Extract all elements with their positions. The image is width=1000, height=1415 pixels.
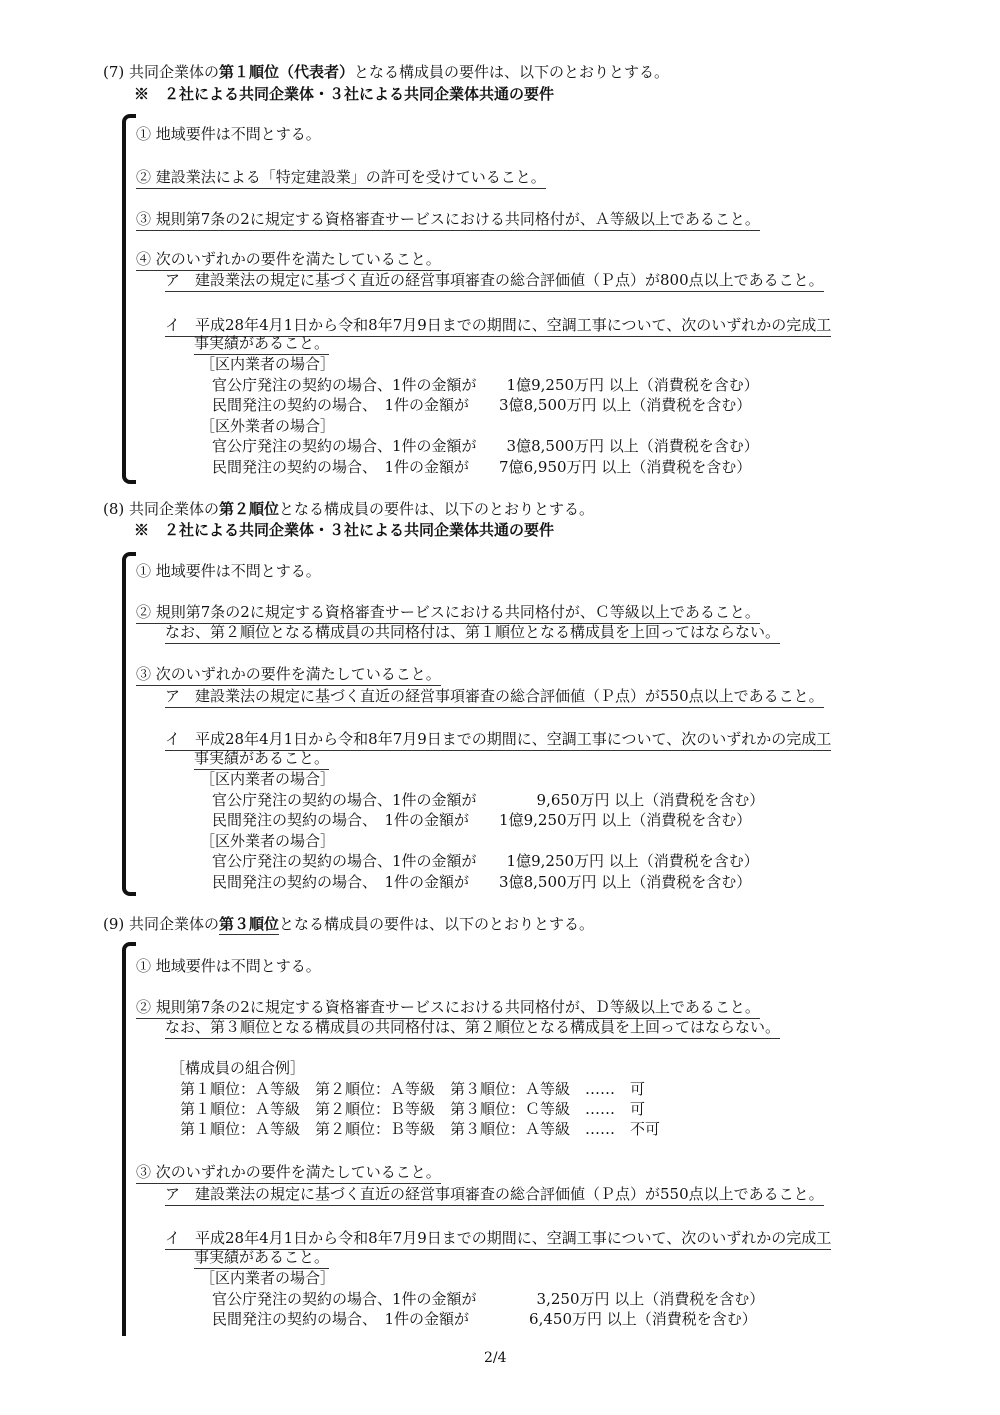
sec7-item4-b-line2: 事実績があること。 (194, 333, 329, 355)
sec7-kunai-row2: 民間発注の契約の場合、 1件の金額が 3億8,500万円 以上（消費税を含む） (212, 396, 752, 414)
sec9-kunai-row2: 民間発注の契約の場合、 1件の金額が 6,450万円 以上（消費税を含む） (212, 1310, 757, 1328)
sec7-kugai-label: ［区外業者の場合］ (200, 417, 336, 435)
sec9-example-row3: 第１順位：Ａ等級 第２順位：Ｂ等級 第３順位：Ａ等級 …… 不可 (180, 1120, 661, 1138)
sec7-item2: ② 建設業法による「特定建設業」の許可を受けていること。 (136, 167, 546, 189)
sec9-item3-b-line1: イ 平成28年4月1日から令和8年7月9日までの期間に、空調工事について、次のいずれかの完成工 (165, 1228, 831, 1250)
sec9-heading-post: となる構成員の要件は、以下のとおりとする。 (279, 915, 595, 933)
sec7-heading (103, 62, 669, 82)
sec8-item2-note: なお、第２順位となる構成員の共同格付は、第１順位となる構成員を上回ってはならない。 (165, 622, 780, 644)
sec8-bracket (122, 552, 136, 896)
sec7-common-note: ※ ２社による共同企業体・３社による共同企業体共通の要件 (134, 85, 555, 103)
sec9-item2-note: なお、第３順位となる構成員の共同格付は、第２順位となる構成員を上回ってはならない。 (165, 1017, 780, 1039)
sec7-heading-pre: (7) 共同企業体の (103, 63, 220, 81)
sec9-heading (103, 914, 594, 934)
sec9-example-row1: 第１順位：Ａ等級 第２順位：Ａ等級 第３順位：Ａ等級 …… 可 (180, 1080, 646, 1098)
sec8-item1: ① 地域要件は不問とする。 (136, 562, 321, 580)
sec7-bracket (122, 114, 136, 484)
sec8-kunai-row2: 民間発注の契約の場合、 1件の金額が 1億9,250万円 以上（消費税を含む） (212, 811, 752, 829)
sec9-item3-a: ア 建設業法の規定に基づく直近の経営事項審査の総合評価値（Ｐ点）が550点以上であること。 (165, 1184, 824, 1206)
sec8-kunai-row1: 官公庁発注の契約の場合、1件の金額が 9,650万円 以上（消費税を含む） (212, 791, 765, 809)
sec9-heading-pre: (9) 共同企業体の (103, 915, 220, 933)
sec7-kunai-label: ［区内業者の場合］ (200, 355, 336, 373)
sec7-item4: ④ 次のいずれかの要件を満たしていること。 (136, 249, 441, 271)
sec8-item3-a: ア 建設業法の規定に基づく直近の経営事項審査の総合評価値（Ｐ点）が550点以上であること。 (165, 686, 824, 708)
sec7-heading-bold: 第１順位（代表者） (219, 63, 355, 81)
sec9-kunai-row1: 官公庁発注の契約の場合、1件の金額が 3,250万円 以上（消費税を含む） (212, 1290, 765, 1308)
sec9-example-label: ［構成員の組合例］ (170, 1059, 306, 1077)
sec8-common-note: ※ ２社による共同企業体・３社による共同企業体共通の要件 (134, 521, 555, 539)
sec9-item3: ③ 次のいずれかの要件を満たしていること。 (136, 1162, 441, 1184)
page-number: 2/4 (484, 1350, 507, 1366)
sec8-kugai-row1: 官公庁発注の契約の場合、1件の金額が 1億9,250万円 以上（消費税を含む） (212, 852, 759, 870)
sec8-heading-post: となる構成員の要件は、以下のとおりとする。 (279, 500, 595, 518)
sec9-item3-b-line2: 事実績があること。 (194, 1247, 329, 1269)
sec8-kugai-row2: 民間発注の契約の場合、 1件の金額が 3億8,500万円 以上（消費税を含む） (212, 873, 752, 891)
sec9-example-row2: 第１順位：Ａ等級 第２順位：Ｂ等級 第３順位：Ｃ等級 …… 可 (180, 1100, 646, 1118)
sec7-kugai-row2: 民間発注の契約の場合、 1件の金額が 7億6,950万円 以上（消費税を含む） (212, 458, 752, 476)
sec9-kunai-label: ［区内業者の場合］ (200, 1269, 336, 1287)
sec7-item1: ① 地域要件は不問とする。 (136, 125, 321, 143)
sec7-item3: ③ 規則第7条の2に規定する資格審査サービスにおける共同格付が、Ａ等級以上であること。 (136, 209, 760, 231)
sec7-heading-post: となる構成員の要件は、以下のとおりとする。 (354, 63, 670, 81)
sec8-heading (103, 499, 594, 519)
sec8-kunai-label: ［区内業者の場合］ (200, 770, 336, 788)
sec8-item3: ③ 次のいずれかの要件を満たしていること。 (136, 664, 441, 686)
sec8-heading-pre: (8) 共同企業体の (103, 500, 220, 518)
sec8-item3-b-line1: イ 平成28年4月1日から令和8年7月9日までの期間に、空調工事について、次のいずれかの完成工 (165, 729, 831, 751)
sec7-item4-a: ア 建設業法の規定に基づく直近の経営事項審査の総合評価値（Ｐ点）が800点以上であること。 (165, 270, 824, 292)
sec8-kugai-label: ［区外業者の場合］ (200, 832, 336, 850)
sec8-item3-b-line2: 事実績があること。 (194, 748, 329, 770)
sec9-heading-bold: 第３順位 (219, 915, 280, 933)
sec9-item2: ② 規則第7条の2に規定する資格審査サービスにおける共同格付が、Ｄ等級以上であること。 (136, 997, 760, 1019)
sec9-bracket (122, 942, 136, 1336)
sec8-item2: ② 規則第7条の2に規定する資格審査サービスにおける共同格付が、Ｃ等級以上であること。 (136, 602, 760, 624)
sec7-item4-b-line1: イ 平成28年4月1日から令和8年7月9日までの期間に、空調工事について、次のいずれかの完成工 (165, 315, 831, 337)
sec7-kugai-row1: 官公庁発注の契約の場合、1件の金額が 3億8,500万円 以上（消費税を含む） (212, 437, 759, 455)
sec9-item1: ① 地域要件は不問とする。 (136, 957, 321, 975)
sec8-heading-bold: 第２順位 (219, 500, 280, 518)
sec7-kunai-row1: 官公庁発注の契約の場合、1件の金額が 1億9,250万円 以上（消費税を含む） (212, 376, 759, 394)
